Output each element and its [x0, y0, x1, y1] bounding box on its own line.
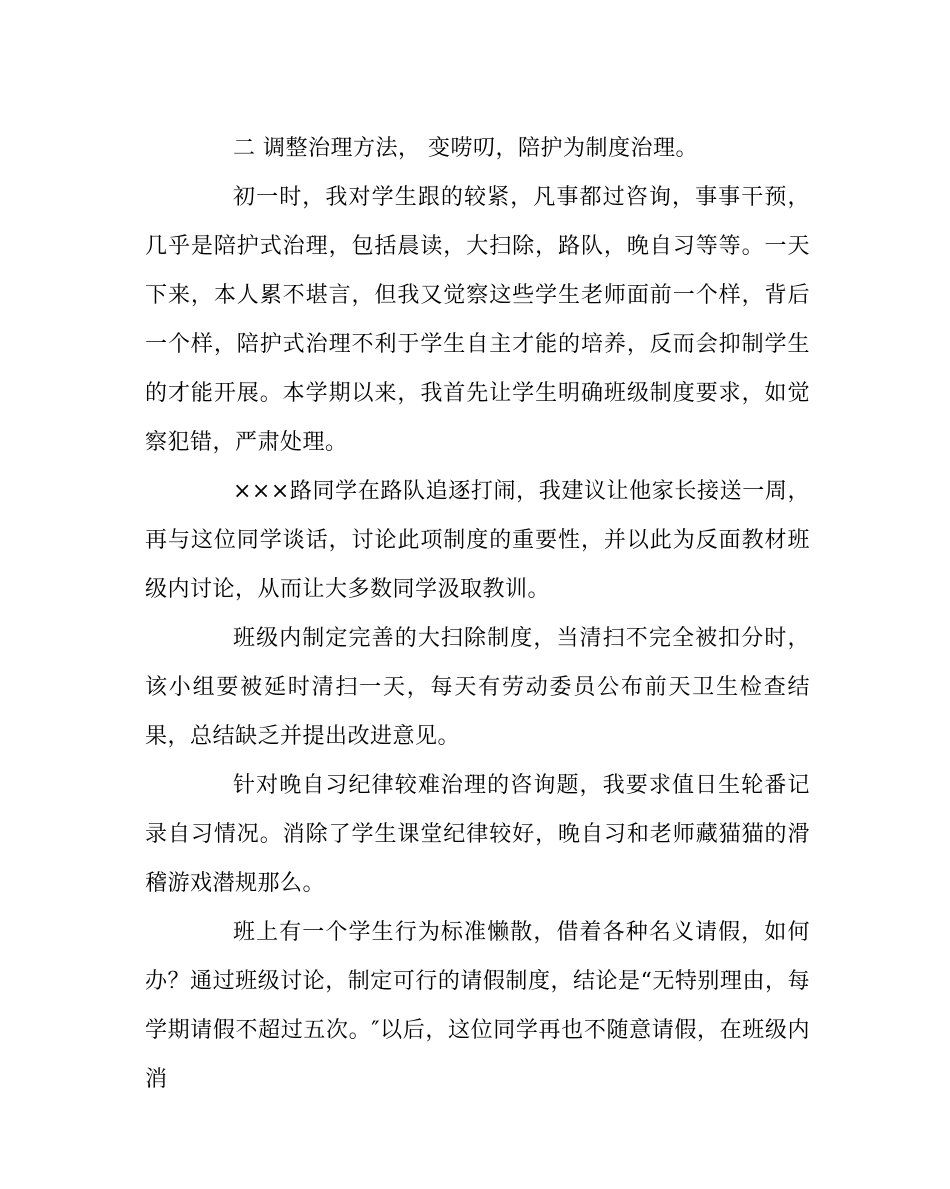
paragraph-5: 班上有一个学生行为标准懒散，借着各种名义请假，如何办？通过班级讨论，制定可行的请假制度，结论是“无特别理由，每学期请假不超过五次。″以后，这位同学再也不随意请假，在班级内消	[145, 920, 810, 1092]
paragraph-2: ×××路同学在路队追逐打闹，我建议让他家长接送一周，再与这位同学谈话，讨论此项制度的重要性，并以此为反面教材班级内讨论，从而让大多数同学汲取教训。	[145, 479, 810, 602]
paragraph-1: 初一时，我对学生跟的较紧，凡事都过咨询，事事干预，几乎是陪护式治理，包括晨读，大扫除，路队，晚自习等等。一天下来，本人累不堪言，但我又觉察这些学生老师面前一个样，背后一个样，陪护式治理不利于学生自主才能的培养，反而会抑制学生的才能开展。本学期以来，我首先让学生明确班级制度要求，如觉察犯错，严肃处理。	[145, 185, 810, 455]
paragraph-4: 针对晚自习纪律较难治理的咨询题，我要求值日生轮番记录自习情况。消除了学生课堂纪律较好，晚自习和老师藏猫猫的滑稽游戏潜规那么。	[145, 773, 810, 896]
document-body	[145, 124, 810, 1104]
section-heading: 二 调整治理方法， 变唠叨，陪护为制度治理。	[233, 136, 698, 161]
paragraph-3: 班级内制定完善的大扫除制度，当清扫不完全被扣分时，该小组要被延时清扫一天，每天有劳动委员公布前天卫生检查结果，总结缺乏并提出改进意见。	[145, 626, 810, 749]
